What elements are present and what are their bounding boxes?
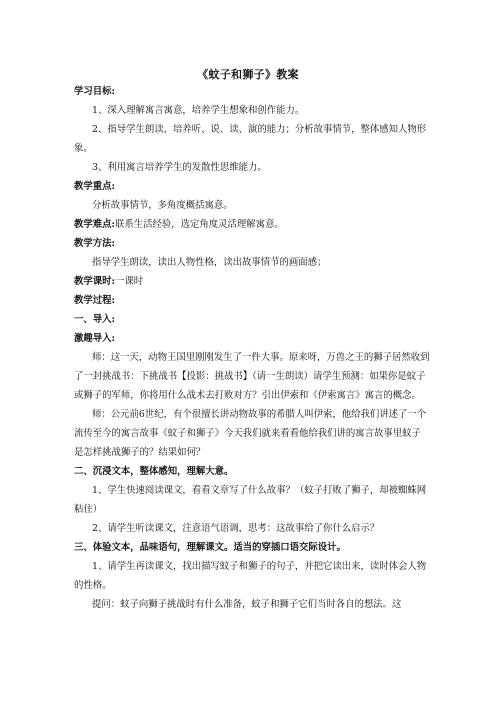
- process-label: 教学过程:: [74, 295, 115, 306]
- difficulty-section: [74, 215, 430, 234]
- document-title: 《蚊子和狮子》教案: [197, 68, 299, 81]
- section-heading-1: 一、导入:: [74, 314, 115, 325]
- method-label: 教学方法:: [74, 238, 115, 249]
- hours-text: 一课时: [114, 276, 144, 287]
- process-section: [74, 291, 430, 614]
- objectives-label: 学习目标:: [74, 86, 115, 97]
- key-points-label: 教学重点:: [74, 181, 115, 192]
- method-section: [74, 234, 430, 272]
- hours-section: [74, 272, 430, 291]
- key-points-text: 分析故事情节，多角度概括寓意。: [92, 200, 233, 211]
- method-text: 指导学生朗读，读出人物性格，读出故事情节的画面感；: [92, 257, 327, 268]
- section-subheading: 激趣导入:: [74, 333, 115, 344]
- objective-item: 1、深入理解寓言寓意，培养学生想象和创作能力。: [92, 105, 305, 116]
- objectives-section: [74, 82, 430, 177]
- section-2-item: 2、请学生听读课文，注意语气语调，思考：这故事给了你什么启示？: [92, 523, 380, 534]
- paragraph-2: 师：公元前6世纪，有个很擅长讲动物故事的希腊人叫伊索，他给我们讲述了一个流传至今的寓言故事《蚊子和狮子》今天我们就来看看他给我们讲的寓言故事里蚊子是怎样挑战狮子的？结果如何？: [74, 409, 427, 458]
- section-heading-2: 二、沉浸文本，整体感知，理解大意。: [74, 466, 234, 477]
- hours-label: 教学课时:: [74, 276, 115, 287]
- key-points-section: [74, 177, 430, 215]
- section-heading-3: 三、体验文本，品味语句，理解课文。适当的穿插口语交际设计。: [74, 542, 346, 553]
- section-3-item: 提问：蚊子向狮子挑战时有什么准备，蚊子和狮子它们当时各自的想法。这: [92, 599, 402, 610]
- objective-item: 3、利用寓言培养学生的发散性思维能力。: [92, 162, 267, 173]
- paragraph-1: 师：这一天，动物王国里刚刚发生了一件大事。原来呀，万兽之王的狮子居然收到了一封挑战书：下挑战书【投影：挑战书】（请一生朗读）请学生预测：如果你是蚊子或狮子的军师，你将用什么战术去打败对方？引出伊索和《伊索寓言》寓言的概念。: [74, 352, 430, 401]
- objective-item: 2、指导学生朗读，培养听、说、读、演的能力；分析故事情节，整体感知人物形象。: [74, 124, 427, 154]
- section-2-item: 1、学生快速阅读课文，看看文章写了什么故事？（蚊子打败了狮子，却被蜘蛛网粘住）: [74, 485, 427, 515]
- difficulty-label: 教学难点:: [74, 219, 115, 230]
- difficulty-text: 联系生活经验，选定角度灵活理解寓意。: [114, 219, 284, 230]
- section-3-item: 1、请学生再读课文，找出描写蚊子和狮子的句子，并把它读出来，读时体会人物的性格。: [74, 561, 427, 591]
